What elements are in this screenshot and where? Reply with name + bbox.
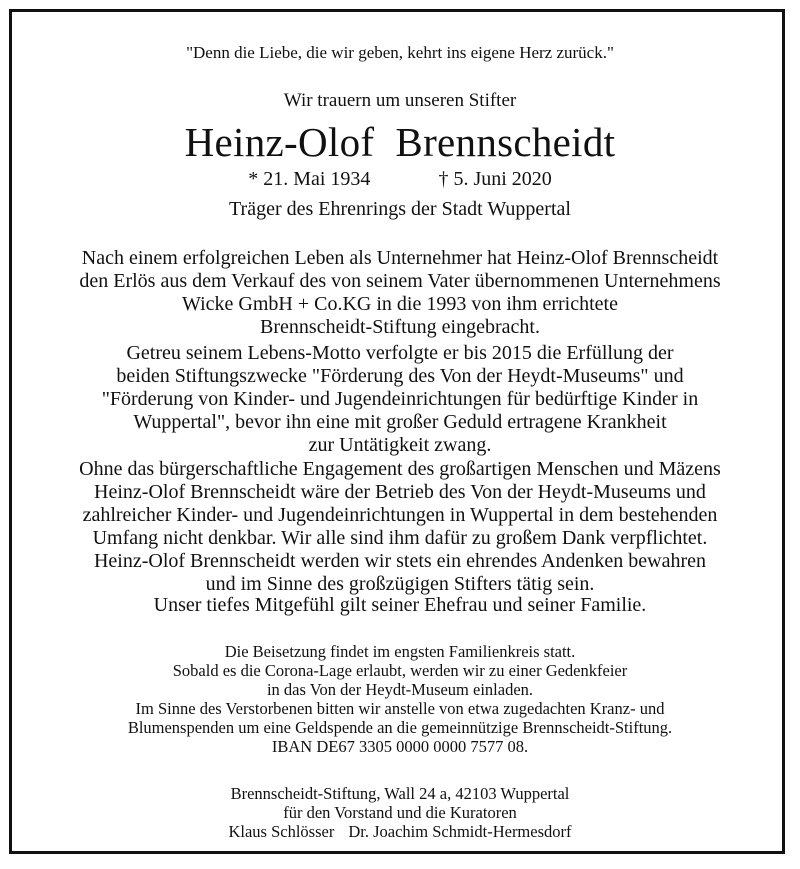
signer-name: Klaus Schlösser <box>228 822 335 841</box>
text-line: Im Sinne des Verstorbenen bitten wir anstelle von etwa zugedachten Kranz- und <box>135 699 665 718</box>
text-line: Wuppertal", bevor ihn eine mit großer Geduld ertragene Krankheit <box>133 411 667 433</box>
text-line: zur Untätigkeit zwang. <box>308 434 492 456</box>
text-line: Nach einem erfolgreichen Leben als Unternehmer hat Heinz-Olof Brennscheidt <box>81 247 719 269</box>
text-line: Die Beisetzung findet im engsten Familienkreis statt. <box>224 642 576 661</box>
paragraph-engagement <box>12 458 788 596</box>
text-line: Ohne das bürgerschaftliche Engagement des großartigen Menschen und Mäzens <box>79 458 721 480</box>
funeral-notice <box>12 642 788 756</box>
text-line: Blumenspenden um eine Geldspende an die gemeinnützige Brennscheidt-Stiftung. <box>127 718 673 737</box>
text-line: Unser tiefes Mitgefühl gilt seiner Ehefrau und seiner Familie. <box>153 594 647 616</box>
text-line: in das Von der Heydt-Museum einladen. <box>266 680 534 699</box>
text-line: Umfang nicht denkbar. Wir alle sind ihm dafür zu großem Dank verpflichtet. <box>92 527 708 549</box>
signature-block <box>12 784 788 841</box>
honor-line <box>12 196 788 222</box>
iban-line: IBAN DE67 3305 0000 0000 7577 08. <box>271 737 529 756</box>
death-date: † 5. Juni 2020 <box>438 168 552 190</box>
text-line: Heinz-Olof Brennscheidt werden wir stets ein ehrendes Andenken bewahren <box>93 550 706 572</box>
organization-address: Brennscheidt-Stiftung, Wall 24 a, 42103 Wuppertal <box>230 784 570 803</box>
intro-text: Wir trauern um unseren Stifter <box>283 90 517 111</box>
signature-role: für den Vorstand und die Kuratoren <box>283 803 517 822</box>
text-line: Wicke GmbH + Co.KG in die 1993 von ihm errichtete <box>182 293 618 315</box>
obituary-frame <box>9 9 785 854</box>
deceased-name-text: Heinz-Olof Brennscheidt <box>184 119 616 165</box>
signers <box>12 822 788 841</box>
quote <box>12 42 788 64</box>
text-line: den Erlös aus dem Verkauf des von seinem Vater übernommenen Unternehmens <box>79 270 721 292</box>
text-line: Heinz-Olof Brennscheidt wäre der Betrieb des Von der Heydt-Museums und <box>94 481 706 503</box>
text-line: "Förderung von Kinder- und Jugendeinrichtungen für bedürftige Kinder in <box>101 388 699 410</box>
paragraph-career <box>12 247 788 339</box>
text-line: Sobald es die Corona-Lage erlaubt, werden wir zu einer Gedenkfeier <box>172 661 628 680</box>
paragraph-condolence <box>12 594 788 617</box>
intro-line <box>12 89 788 113</box>
text-line: zahlreicher Kinder- und Jugendeinrichtungen in Wuppertal in dem bestehenden <box>82 504 718 526</box>
text-line: beiden Stiftungszwecke "Förderung des Von der Heydt-Museums" und <box>116 365 684 387</box>
text-line: und im Sinne des großzügigen Stifters tätig sein. <box>205 573 595 595</box>
paragraph-foundation-purposes <box>12 342 788 457</box>
quote-text: "Denn die Liebe, die wir geben, kehrt ins eigene Herz zurück." <box>186 43 614 62</box>
birth-date: * 21. Mai 1934 <box>248 168 371 190</box>
deceased-name <box>12 118 788 166</box>
text-line: Getreu seinem Lebens-Motto verfolgte er bis 2015 die Erfüllung der <box>126 342 674 364</box>
text-line: Brennscheidt-Stiftung eingebracht. <box>260 316 540 338</box>
honor-text: Träger des Ehrenrings der Stadt Wuppertal <box>229 198 571 220</box>
signer-name: Dr. Joachim Schmidt-Hermesdorf <box>348 822 572 841</box>
life-dates <box>12 166 788 192</box>
